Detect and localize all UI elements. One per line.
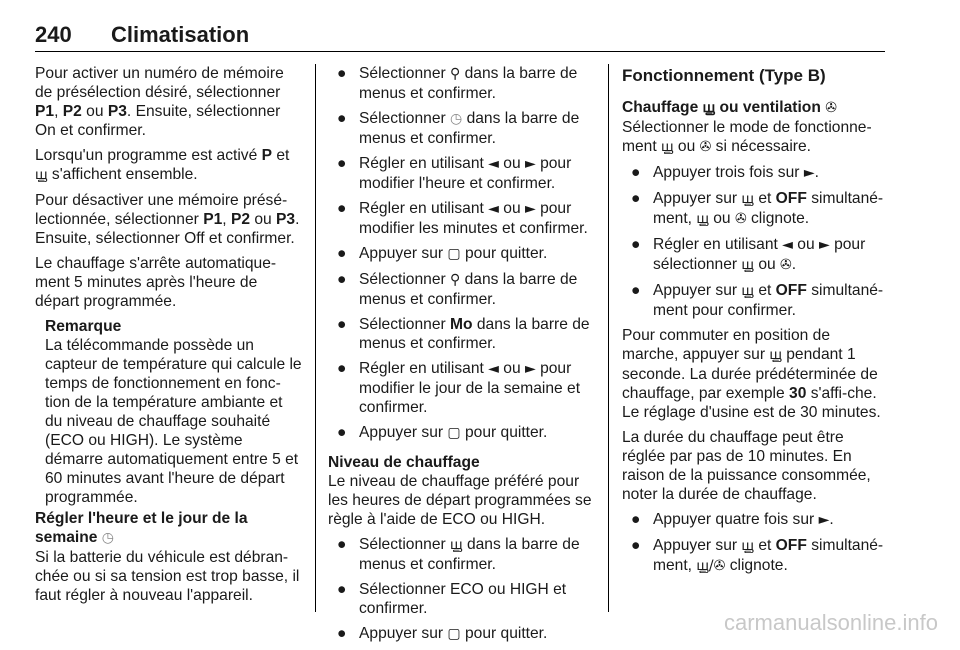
heating-icon: ꚗ <box>450 537 463 553</box>
page-header <box>35 22 885 52</box>
page-title: Climatisation <box>111 22 250 47</box>
heating-icon: ꚗ <box>702 100 716 116</box>
list-item: ● Appuyer sur ▢ pour quitter. <box>337 245 548 262</box>
note-title: Remarque <box>45 318 122 335</box>
arrow-right-icon: ► <box>524 156 536 172</box>
heating-icon: ꚗ <box>741 191 754 207</box>
paragraph-heating-level: Le niveau de chauffage préféré pour les heures de départ programmées se règle à l'aide de ECO ou HIGH. <box>328 473 592 528</box>
section-title-heating-level: Niveau de chauffage <box>328 454 480 471</box>
list-item: ● Sélectionner Mo dans la barre de menus et confirmer. <box>337 316 590 352</box>
heating-icon: ꚗ <box>661 139 674 155</box>
list-item: ● Appuyer quatre fois sur ►. <box>631 511 834 528</box>
list-item: ● Régler en utilisant ◄ ou ► pour modifier l'heure et confirmer. <box>337 155 572 192</box>
heating-fan-icon: ꚗ/✇ <box>696 558 726 574</box>
arrow-left-icon: ◄ <box>488 201 499 217</box>
fan-icon: ✇ <box>734 211 747 227</box>
arrow-right-icon: ► <box>818 512 830 528</box>
note-text: La télécommande possède un capteur de température qui calcule le temps de fonctionnement en fonc-tion de la température ambiante et du niveau de chauffage souhaité (ECO ou HIGH). Le système démarre automatiquement entre 5 et 60 minutes avant l'heure de départ programmée. <box>45 337 302 506</box>
wrench-icon: ⚲ <box>450 66 461 82</box>
list-item: ● Régler en utilisant ◄ ou ► pour modifier le jour de la semaine et confirmer. <box>337 360 581 416</box>
page-number: 240 <box>35 22 72 47</box>
paragraph-heating-duration: La durée du chauffage peut être réglée par pas de 10 minutes. En raison de la puissance consommée, noter la durée de chauffage. <box>622 429 871 503</box>
section-heading-type-b: Fonctionnement (Type B) <box>622 66 826 85</box>
clock-icon: ◷ <box>101 530 114 546</box>
fan-icon: ✇ <box>825 100 837 116</box>
paragraph-auto-stop: Le chauffage s'arrête automatique-ment 5 minutes après l'heure de départ programmée. <box>35 255 277 310</box>
column-divider-2 <box>608 64 609 612</box>
watermark: carmanualsonline.info <box>723 610 938 635</box>
paragraph-deactivate-preset: Pour désactiver une mémoire présé-lectionnée, sélectionner P1, P2 ou P3. Ensuite, sélectionner Off et confirmer. <box>35 192 300 247</box>
list-item: ● Appuyer sur ▢ pour quitter. <box>337 625 548 642</box>
steps-heating-duration <box>622 510 890 576</box>
steps-set-time <box>328 64 596 443</box>
heating-icon: ꚗ <box>741 283 754 299</box>
paragraph-program-active: Lorsqu'un programme est activé P et ꚗ s'affichent ensemble. <box>35 147 290 183</box>
list-item: ● Appuyer sur ꚗ et OFF simultané-ment, ꚗ/✇ clignote. <box>631 537 884 574</box>
paragraph-switch-on: Pour commuter en position de marche, appuyer sur ꚗ pendant 1 seconde. La durée prédéterminée de chauffage, par exemple 30 s'affi-che. Le réglage d'usine est de 30 minutes. <box>622 327 881 421</box>
heating-icon: ꚗ <box>35 167 48 183</box>
clock-icon: ◷ <box>450 111 463 127</box>
arrow-right-icon: ► <box>803 165 815 181</box>
exit-key-icon: ▢ <box>447 425 461 441</box>
arrow-right-icon: ► <box>818 237 830 253</box>
column-2 <box>328 64 596 650</box>
arrow-left-icon: ◄ <box>488 361 499 377</box>
subsection-title-heating-ventilation: Chauffage ꚗ ou ventilation ✇ <box>622 99 837 116</box>
steps-select-mode <box>622 163 890 320</box>
list-item: ● Régler en utilisant ◄ ou ► pour sélectionner ꚗ ou ✇. <box>631 236 866 273</box>
column-divider-1 <box>315 64 316 612</box>
exit-key-icon: ▢ <box>447 246 461 262</box>
fan-icon: ✇ <box>699 139 712 155</box>
paragraph-activate-preset: Pour activer un numéro de mémoire de présélection désiré, sélectionner P1, P2 ou P3. Ensuite, sélectionner On et confirmer. <box>35 65 284 139</box>
steps-heating-level <box>328 535 596 644</box>
list-item: ● Appuyer trois fois sur ►. <box>631 164 819 181</box>
heating-icon: ꚗ <box>741 538 754 554</box>
paragraph-select-mode: Sélectionner le mode de fonctionne-ment ꚗ ou ✇ si nécessaire. <box>622 119 872 155</box>
list-item: ● Sélectionner ꚗ dans la barre de menus et confirmer. <box>337 536 580 573</box>
arrow-right-icon: ► <box>524 201 536 217</box>
paragraph-battery: Si la batterie du véhicule est débran-chée ou si sa tension est trop basse, il faut régler à nouveau l'appareil. <box>35 549 300 604</box>
section-title-set-time: Régler l'heure et le jour de la semaine ◷ <box>35 510 248 546</box>
fan-icon: ✇ <box>780 257 792 273</box>
header-rule <box>35 51 885 52</box>
arrow-right-icon: ► <box>524 361 536 377</box>
arrow-left-icon: ◄ <box>488 156 499 172</box>
list-item: ● Appuyer sur ꚗ et OFF simultané-ment, ꚗ ou ✇ clignote. <box>631 190 884 227</box>
list-item: ● Sélectionner ⚲ dans la barre de menus et confirmer. <box>337 65 578 102</box>
heating-icon: ꚗ <box>696 211 709 227</box>
column-3 <box>622 64 890 582</box>
heating-icon: ꚗ <box>769 347 782 363</box>
list-item: ● Appuyer sur ꚗ et OFF simultané-ment pour confirmer. <box>631 282 884 319</box>
heating-icon: ꚗ <box>741 257 754 273</box>
exit-key-icon: ▢ <box>447 626 461 642</box>
wrench-icon: ⚲ <box>450 272 461 288</box>
column-1 <box>35 64 303 611</box>
list-item: ● Régler en utilisant ◄ ou ► pour modifier les minutes et confirmer. <box>337 200 588 237</box>
list-item: ● Sélectionner ECO ou HIGH et confirmer. <box>337 581 567 617</box>
arrow-left-icon: ◄ <box>782 237 793 253</box>
list-item: ● Appuyer sur ▢ pour quitter. <box>337 424 548 441</box>
list-item: ● Sélectionner ⚲ dans la barre de menus et confirmer. <box>337 271 578 308</box>
list-item: ● Sélectionner ◷ dans la barre de menus et confirmer. <box>337 110 580 147</box>
